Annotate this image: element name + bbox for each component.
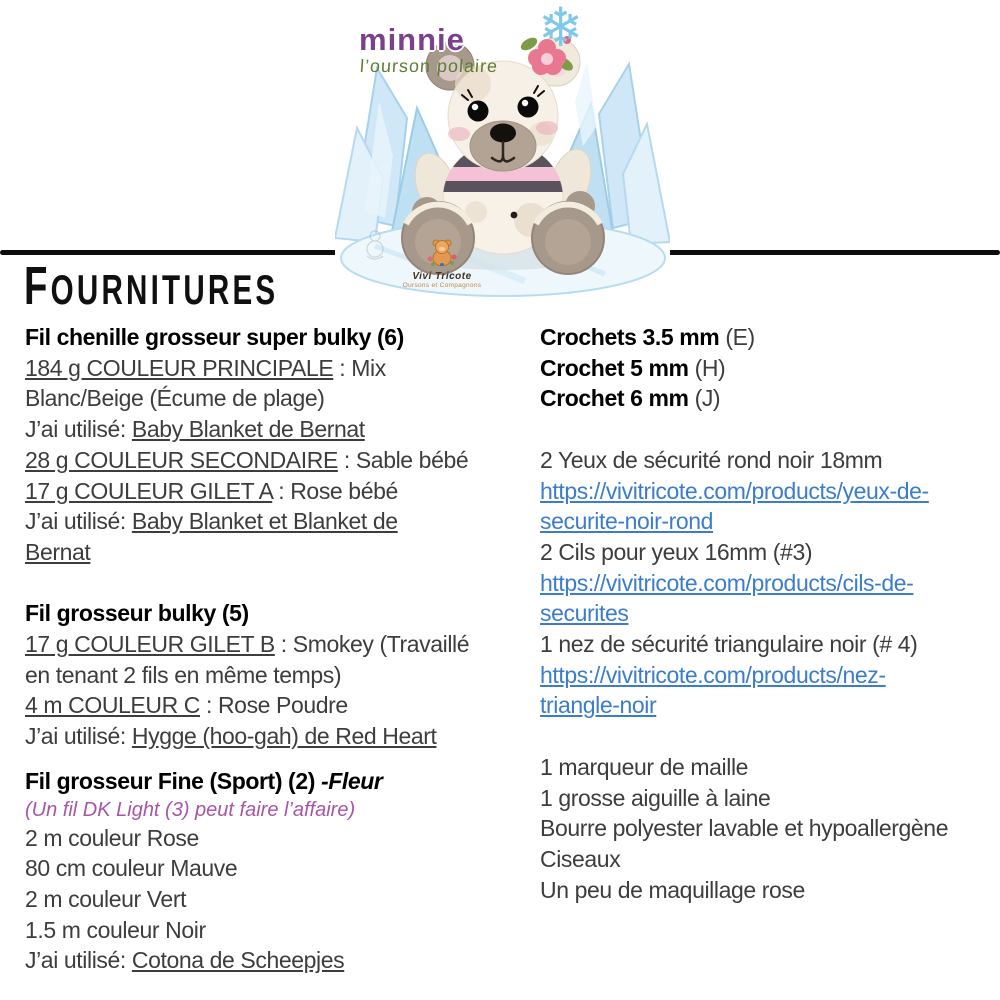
material-desc: : Sable bébé [337, 446, 469, 473]
material-line [25, 537, 530, 568]
material-line [25, 690, 530, 721]
material-line: en tenant 2 fils en même temps) [25, 661, 342, 688]
product-link-eyes[interactable]: securite-noir-rond [540, 508, 714, 535]
yarn-name: Baby Blanket et Blanket de [131, 508, 398, 535]
hook-size: Crochet 6 mm [540, 385, 689, 412]
substitution-note: (Un fil DK Light (3) peut faire l’affaire) [25, 798, 356, 821]
material-line [25, 945, 530, 976]
material-desc: : Rose Poudre [200, 692, 348, 719]
spacer [25, 568, 530, 599]
yarn-name: Hygge (hoo-gah) de Red Heart [131, 723, 437, 750]
material-desc: : Mix [333, 354, 386, 381]
material-line: 2 m couleur Rose [25, 824, 199, 851]
material-line [25, 414, 530, 445]
link-line [540, 568, 995, 599]
material-desc: : Rose bébé [272, 477, 398, 504]
section-title-bulky: Fil grosseur bulky (5) [25, 600, 249, 627]
material-line: 2 m couleur Vert [25, 885, 187, 912]
tool-line: Ciseaux [540, 845, 621, 872]
material-qty: 17 g COULEUR GILET B [25, 631, 275, 658]
link-line [540, 506, 995, 537]
product-link-lashes[interactable]: https://vivitricote.com/products/cils-de- [540, 569, 914, 596]
page-title: FOURNITURES [24, 257, 279, 317]
logo-bear-icon [425, 238, 459, 266]
product-link-lashes[interactable]: securites [540, 600, 629, 627]
material-desc: J’ai utilisé: [25, 416, 132, 443]
tool-line: 1 grosse aiguille à laine [540, 784, 771, 811]
material-line [25, 629, 530, 660]
section-title-chenille: Fil chenille grosseur super bulky (6) [25, 324, 404, 350]
tool-line: 1 marqueur de maille [540, 753, 749, 780]
material-line: Blanc/Beige (Écume de plage) [25, 385, 325, 412]
brand-name: Vivi Tricote [412, 271, 472, 282]
material-line [25, 445, 530, 476]
spacer [25, 752, 530, 766]
snowflake-icon: ❄ [538, 0, 584, 58]
hook-line [540, 383, 995, 414]
material-qty: 184 g COULEUR PRINCIPALE [25, 354, 334, 381]
material-line: 2 Yeux de sécurité rond noir 18mm [540, 446, 883, 473]
material-line: 80 cm couleur Mauve [25, 855, 238, 882]
materials-right-column [540, 322, 995, 905]
spacer [540, 414, 995, 445]
material-line: 2 Cils pour yeux 16mm (#3) [540, 538, 813, 565]
link-line [540, 660, 995, 691]
material-desc: J’ai utilisé: [25, 947, 132, 974]
tool-line: Bourre polyester lavable et hypoallergène [540, 815, 949, 842]
link-line [540, 690, 995, 721]
material-line: 1 nez de sécurité triangulaire noir (# 4) [540, 631, 918, 658]
material-line [25, 506, 530, 537]
material-qty: 17 g COULEUR GILET A [25, 477, 273, 504]
material-line [25, 353, 530, 384]
pattern-subtitle: l’ourson polaire [359, 56, 499, 76]
hero-image [335, 0, 670, 302]
spacer [540, 721, 995, 752]
product-link-nose[interactable]: https://vivitricote.com/products/nez- [540, 661, 886, 688]
product-link-nose[interactable]: triangle-noir [540, 692, 657, 719]
pattern-title: minnie [359, 22, 465, 57]
material-desc: : Smokey (Travaillé [274, 631, 470, 658]
product-link-eyes[interactable]: https://vivitricote.com/products/yeux-de- [540, 477, 929, 504]
material-qty: 28 g COULEUR SECONDAIRE [25, 446, 338, 473]
material-line [25, 721, 530, 752]
hook-letter: (E) [719, 324, 755, 350]
link-line [540, 476, 995, 507]
link-line [540, 598, 995, 629]
hook-letter: (J) [688, 385, 721, 412]
section-title-fine [25, 766, 530, 797]
yarn-name: Bernat [25, 538, 91, 565]
yarn-name: Baby Blanket de Bernat [131, 416, 365, 443]
hook-size: Crochet 5 mm [540, 354, 689, 381]
material-line [25, 476, 530, 507]
yarn-name: Cotona de Scheepjes [131, 947, 345, 974]
brand-tagline: Oursons et Compagnons [402, 282, 482, 289]
section-title-text: Fil grosseur Fine (Sport) (2) [25, 767, 321, 794]
material-desc: J’ai utilisé: [25, 508, 132, 535]
material-line: 1.5 m couleur Noir [25, 916, 206, 943]
tool-line: Un peu de maquillage rose [540, 876, 805, 903]
hook-size: Crochets 3.5 mm [540, 324, 720, 350]
material-qty: 4 m COULEUR C [25, 692, 200, 719]
section-title-emphasis: -Fleur [320, 767, 383, 794]
hook-letter: (H) [688, 354, 726, 381]
brand-logo [377, 238, 507, 289]
material-desc: J’ai utilisé: [25, 723, 132, 750]
hook-line [540, 353, 995, 384]
materials-left-column [25, 322, 530, 976]
hook-line [540, 322, 995, 353]
